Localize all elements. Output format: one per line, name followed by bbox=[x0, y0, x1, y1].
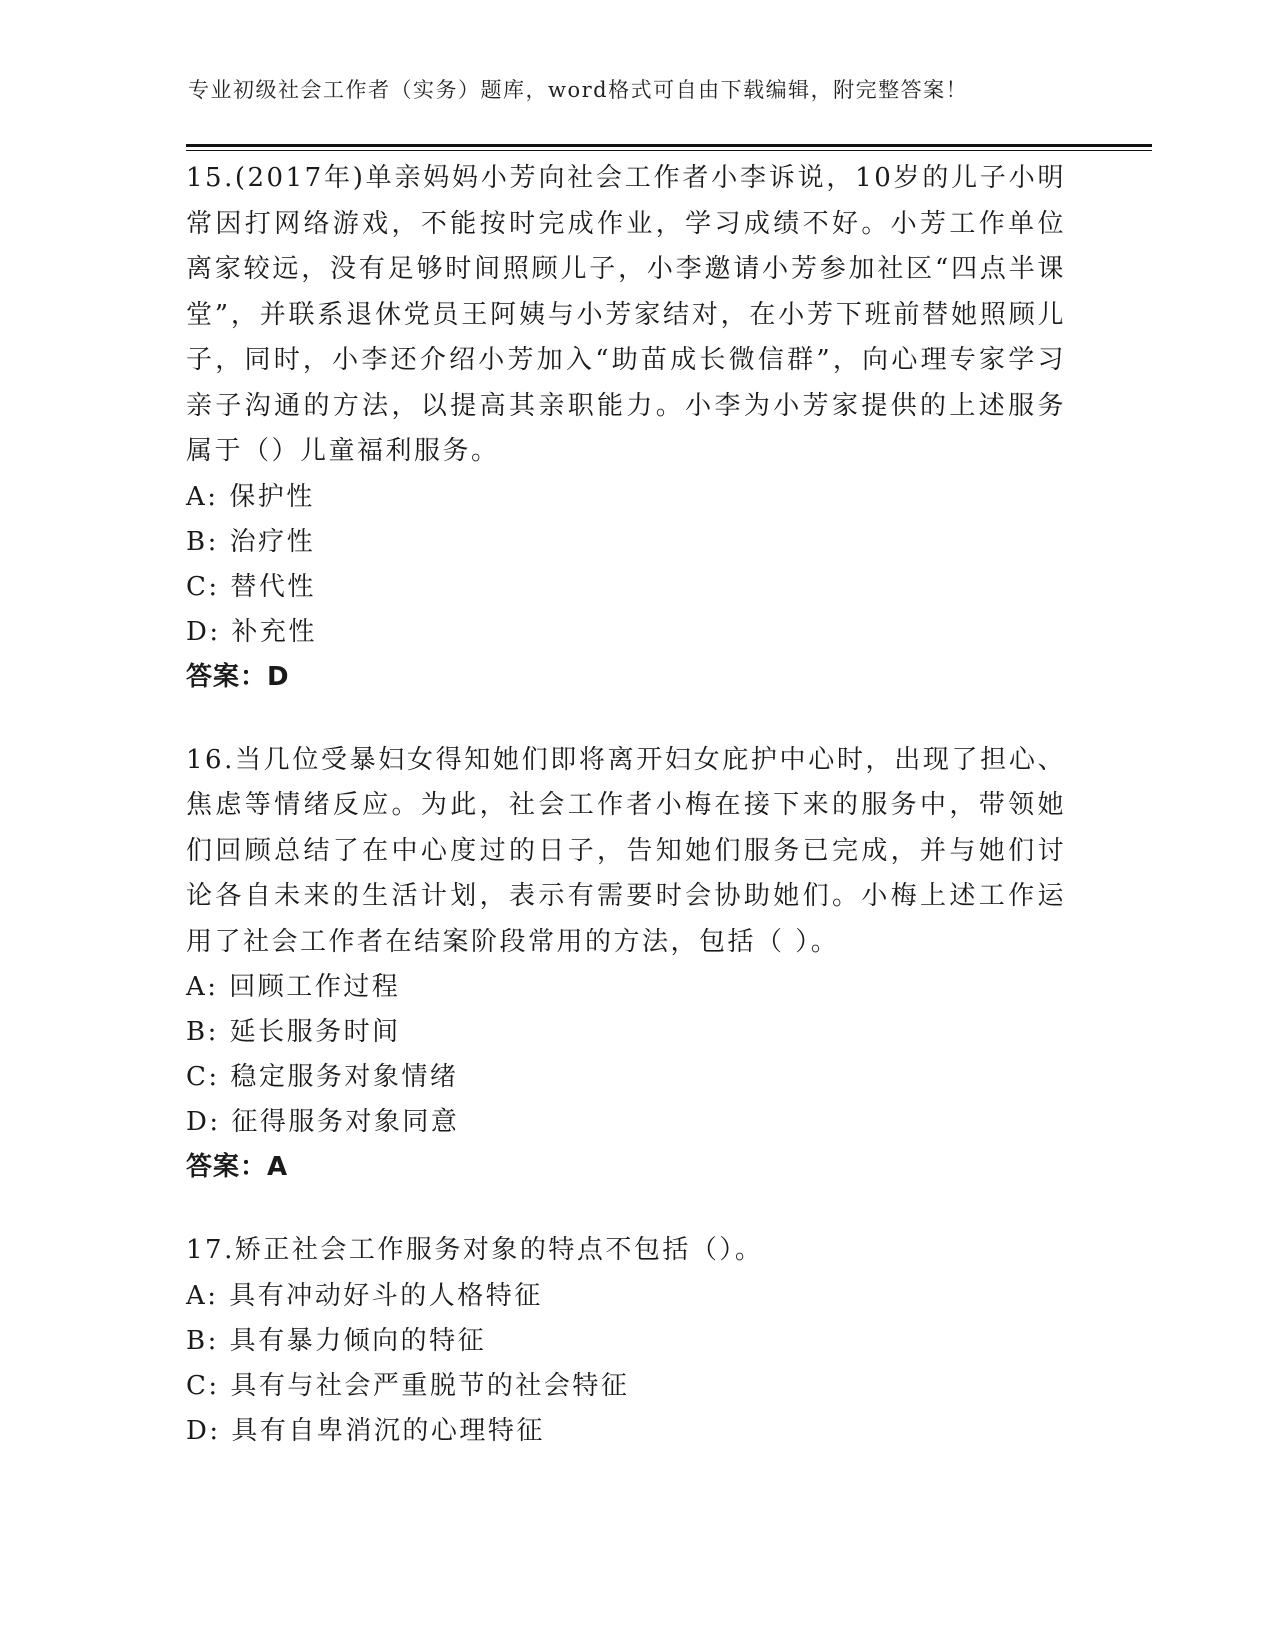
header-divider-thick bbox=[186, 144, 1152, 147]
question-17 bbox=[186, 1228, 1066, 1454]
question-list bbox=[186, 156, 1066, 1492]
question-15 bbox=[186, 156, 1066, 700]
page-header: 专业初级社会工作者（实务）题库，word格式可自由下载编辑，附完整答案！ bbox=[188, 78, 969, 102]
option-d: D: 具有自卑消沉的心理特征 bbox=[186, 1415, 545, 1446]
option-a: A: 具有冲动好斗的人格特征 bbox=[186, 1280, 543, 1311]
header-divider-thin bbox=[186, 150, 1152, 151]
option-b: B: 治疗性 bbox=[186, 526, 316, 557]
question-stem: 17.矫正社会工作服务对象的特点不包括（）。 bbox=[186, 1235, 764, 1265]
option-b: B: 具有暴力倾向的特征 bbox=[186, 1325, 487, 1356]
answer: 答案：D bbox=[186, 661, 290, 692]
option-a: A: 回顾工作过程 bbox=[186, 972, 401, 1002]
option-a: A: 保护性 bbox=[186, 481, 315, 512]
question-stem: 15.(2017年)单亲妈妈小芳向社会工作者小李诉说，10岁的儿子小明常因打网络游戏，不能按时完成作业，学习成绩不好。小芳工作单位离家较远，没有足够时间照顾儿子，小李邀请小芳参加社区“四点半课堂”，并联系退休党员王阿姨与小芳家结对，在小芳下班前替她照顾儿子，同时，小李还介绍小芳加入“助苗成长微信群”，向心理专家学习亲子沟通的方法，以提高其亲职能力。小李为小芳家提供的上述服务属于（）儿童福利服务。 bbox=[186, 163, 1066, 466]
answer: 答案：A bbox=[186, 1152, 289, 1182]
option-b: B: 延长服务时间 bbox=[186, 1017, 401, 1047]
option-d: D: 征得服务对象同意 bbox=[186, 1107, 460, 1137]
question-stem: 16.当几位受暴妇女得知她们即将离开妇女庇护中心时，出现了担心、焦虑等情绪反应。为此，社会工作者小梅在接下来的服务中，带领她们回顾总结了在中心度过的日子，告知她们服务已完成，并与她们讨论各自未来的生活计划，表示有需要时会协助她们。小梅上述工作运用了社会工作者在结案阶段常用的方法，包括（ ）。 bbox=[186, 744, 1066, 957]
option-c: C: 稳定服务对象情绪 bbox=[186, 1062, 459, 1092]
option-c: C: 替代性 bbox=[186, 571, 316, 602]
option-d: D: 补充性 bbox=[186, 616, 317, 647]
question-16 bbox=[186, 738, 1066, 1191]
option-c: C: 具有与社会严重脱节的社会特征 bbox=[186, 1370, 630, 1401]
